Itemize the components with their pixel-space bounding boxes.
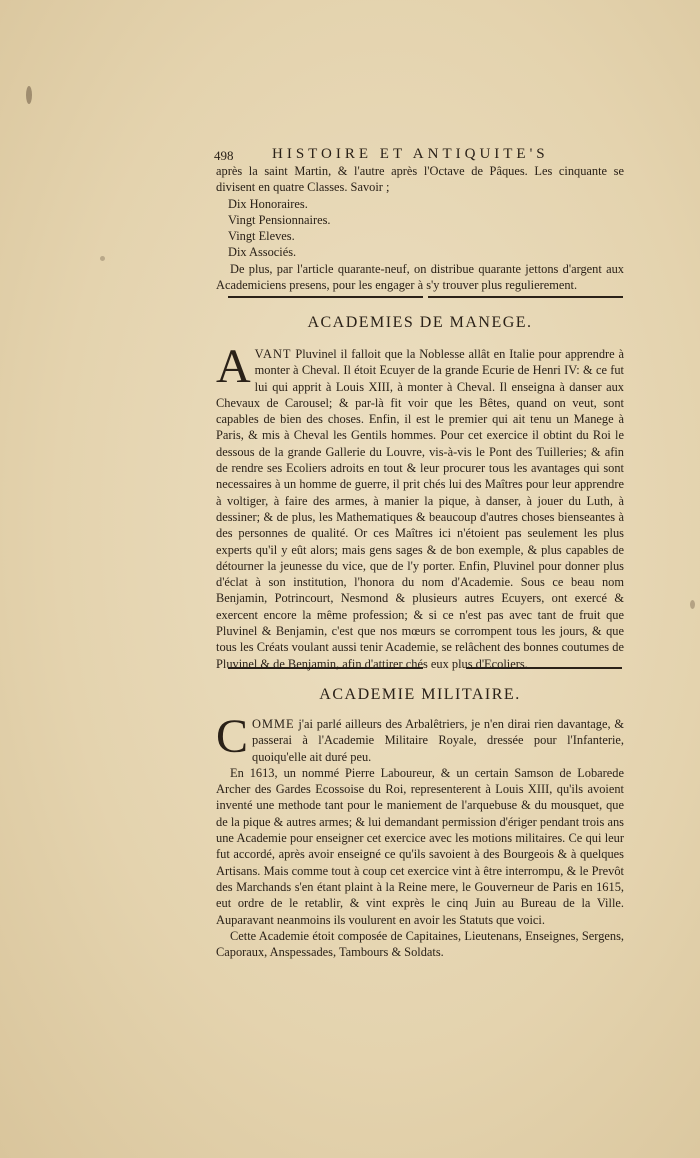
paragraph-body: Pluvinel il falloit que la Noblesse allât en Italie pour apprendre à monter à Cheval. Il étoit Ecuyer de la grande Ecurie de Henri IV: & ce fut lui qui apprit à Louis XIII, à monter à Cheval. Il enseigna à danser aux Chevaux de Carousel; & par-là fit voir que les Bêtes, quand on veut, sont capables de bien des choses. Enfin, il est le premier qui ait tenu un Manege à Paris, & mis à Cheval les Gentils hommes. Pour cet exercice il obtint du Roi le dessous de la grande Gallerie du Louvre, vis-à-vis le Pont des Tuilleries; & afin de rendre ses Ecoliers adroits en tout & leur procurer tous les avantages qui sont necessaires à un homme de guerre, il prit chés lui des Maîtres pour leur apprendre à voltiger, à faire des armes, à manier la pique, à danser, à jouer du Luth, à dessiner; & de plus, les Mathematiques & beaucoup d'autres choses bienseantes à des personnes de qualité. Or ces Maîtres ici n'étoient pas seulement les plus experts qu'il y eût alors; mais gens sages & de bon exemple, & plus capables de détourner la jeunesse du vice, que de l'y porter. Enfin, Pluvinel pour donner plus d'éclat à son institution, l'honora du nom d'Academie. Sous ce beau nom Benjamin, Potrincourt, Nesmond & plusieurs autres Ecuyers, ont exercé & exercent encore la même profession; & si ce n'est pas avec tant de fruit que Pluvinel & Benjamin, c'est que nos mœurs se corrompent tous les jours, & que tous les Créats voulant aussi tenir Academie, se relâchent des bonnes coutumes de Pluvinel & de Benjamin, afin d'attirer chés eux plus d'Ecoliers. — [216, 347, 624, 671]
section-divider — [466, 667, 622, 669]
drop-cap: C — [216, 710, 249, 763]
section-divider — [228, 296, 423, 298]
opening-word: VANT — [254, 347, 292, 361]
section-divider — [228, 667, 423, 669]
intro-paragraph: après la saint Martin, & l'autre après l'Octave de Pâques. Les cinquante se divisent en quatre Classes. Savoir ; — [216, 164, 624, 195]
section-manege-paragraph — [216, 340, 624, 672]
list-item: Vingt Pensionnaires. — [228, 212, 331, 227]
section-militaire-paragraph — [216, 710, 624, 765]
foxing-spot — [26, 86, 32, 104]
member-classes-list — [216, 196, 624, 261]
section-militaire-text — [216, 710, 624, 960]
running-head: HISTOIRE ET ANTIQUITE'S — [272, 146, 549, 162]
foxing-spot — [690, 600, 695, 609]
drop-cap: A — [216, 340, 251, 393]
section-divider — [428, 296, 623, 298]
opening-word: OMME — [252, 717, 295, 731]
list-item: Dix Associés. — [228, 245, 297, 260]
list-item: Dix Honoraires. — [228, 196, 308, 211]
list-item: Vingt Eleves. — [228, 229, 295, 244]
section-militaire-paragraph-3: Cette Academie étoit composée de Capitaines, Lieutenans, Enseignes, Sergens, Caporaux, Anspessades, Tambours & Soldats. — [216, 928, 624, 960]
foxing-spot — [100, 256, 105, 261]
paragraph-body: j'ai parlé ailleurs des Arbalêtriers, je n'en dirai rien davantage, & passerai à l'Academie Militaire Royale, dressée pour l'Infanterie, quoiqu'elle ait duré peu. — [252, 717, 624, 764]
intro-paragraph-2: De plus, par l'article quarante-neuf, on distribue quarante jettons d'argent aux Academiciens presens, pour les engager à s'y trouver plus regulierement. — [216, 261, 624, 293]
section-manege-text — [216, 340, 624, 672]
section-title-militaire: ACADEMIE MILITAIRE. — [319, 686, 521, 703]
section-title-manege: ACADEMIES DE MANEGE. — [307, 314, 533, 331]
page-number: 498 — [214, 148, 234, 163]
section-militaire-paragraph-2: En 1613, un nommé Pierre Laboureur, & un certain Samson de Lobarede Archer des Gardes Ecossoise du Roi, representerent à Louis XIII, qu'ils avoient inventé une methode tant pour le maniement de l'arquebuse & du mousquet, que de la pique & autres armes; & lui demandant permission d'ériger pendant trois ans une Academie pour enseigner cet exercice avec les motions militaires. Ce qui leur fut accordé, après avoir enseigné ce qu'ils savoient à des Bourgeois & à quelques Artisans. Mais comme tout à coup cet exercice vint à être interrompu, & le Prevôt des Marchands s'en étant plaint à la Reine mere, le Gouverneur de Paris en 1615, eut ordre de le retablir, & vint exprès le cinq Juin au Bureau de la Ville. Auparavant neanmoins ils voulurent en avoir les Statuts que voici. — [216, 765, 624, 927]
intro-text — [216, 163, 624, 293]
